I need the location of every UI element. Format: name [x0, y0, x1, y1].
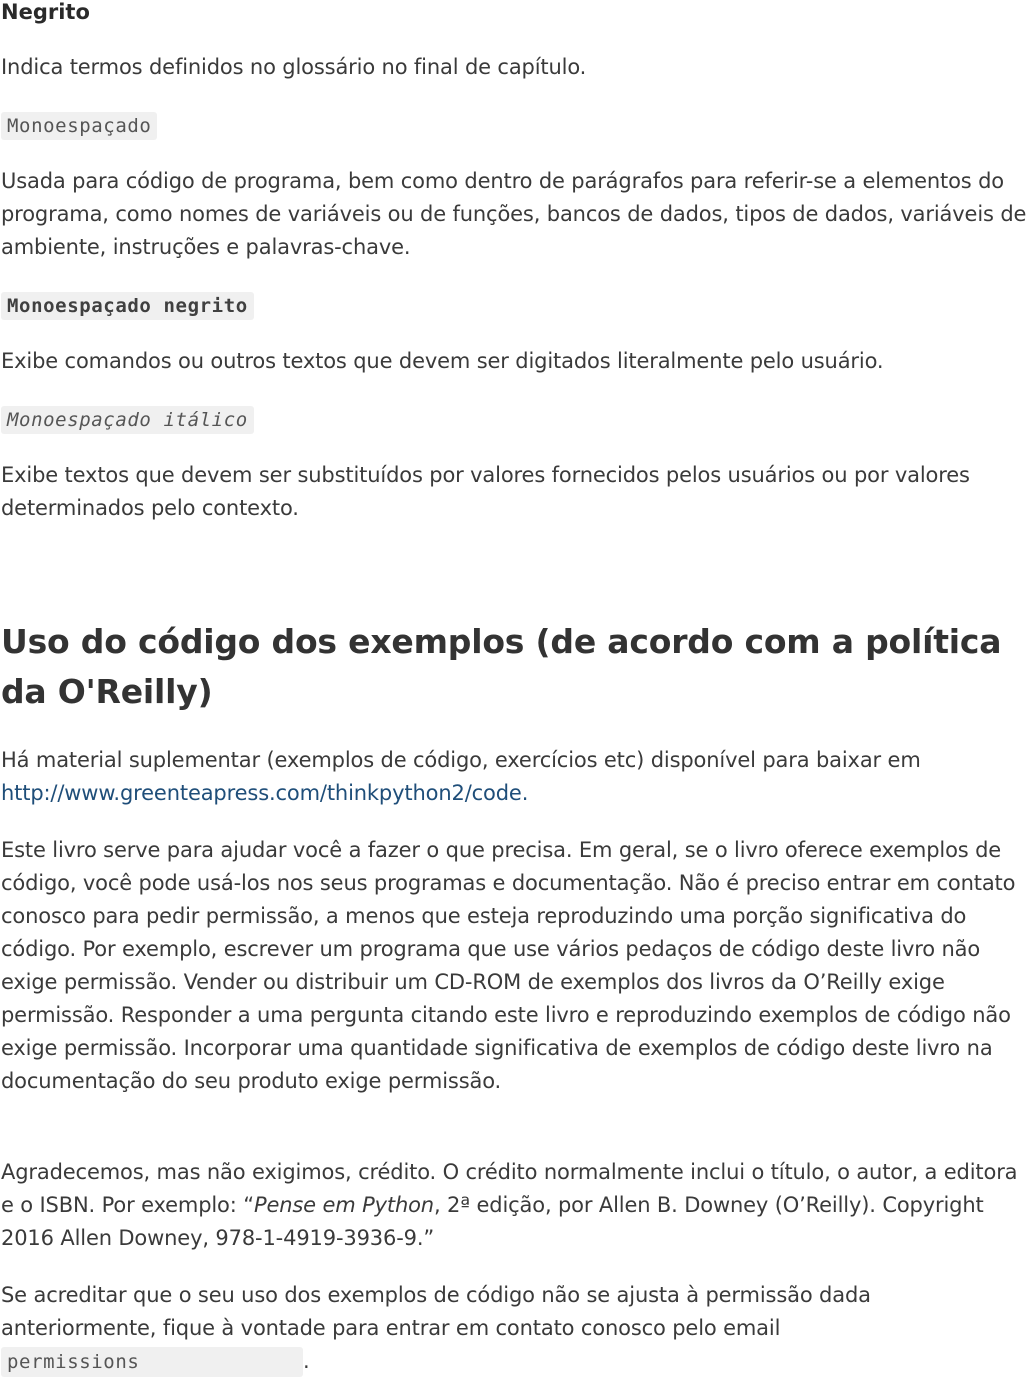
monospace-italic-term: Monoespaçado itálico	[1, 406, 254, 434]
monospace-italic-description: Exibe textos que devem ser substituídos por valores fornecidos pelos usuários ou por valores determinados pelo contexto.	[1, 463, 970, 520]
bold-term: Negrito	[1, 0, 90, 24]
contact-paragraph	[1, 1279, 1029, 1378]
contact-end: .	[303, 1349, 310, 1373]
monospace-bold-term: Monoespaçado negrito	[1, 292, 254, 320]
monospace-bold-description: Exibe comandos ou outros textos que devem ser digitados literalmente pelo usuário.	[1, 349, 884, 373]
link-period: .	[521, 781, 529, 805]
code-download-link[interactable]: http://www.greenteapress.com/thinkpython2/code	[1, 781, 522, 805]
contact-text: Se acreditar que o seu uso dos exemplos de código não se ajusta à permissão dada anteriormente, fique à vontade para entrar em contato conosco pelo email	[1, 1283, 871, 1340]
permissions-email-code: permissions	[1, 1347, 303, 1377]
credit-text-end: , 2ª edição, por Allen B. Downey (O’Reilly). Copyright 2016 Allen Downey, 978-1-4919-3936-9.”	[1, 1193, 984, 1250]
credit-text: Agradecemos, mas não exigimos, crédito. O crédito normalmente inclui o título, o autor, a editora e o ISBN. Por exemplo: “	[1, 1160, 1018, 1217]
section-heading: Uso do código dos exemplos (de acordo com a política da O'Reilly)	[1, 622, 1002, 711]
bold-description: Indica termos definidos no glossário no final de capítulo.	[1, 55, 587, 79]
supplementary-material-paragraph	[1, 744, 1029, 810]
permission-paragraph: Este livro serve para ajudar você a fazer o que precisa. Em geral, se o livro oferece exemplos de código, você pode usá-los nos seus programas e documentação. Não é preciso entrar em contato conosco para pedir permissão, a menos que esteja reproduzindo uma porção significativa do código. Por exemplo, escrever um programa que use vários pedaços de código deste livro não exige permissão. Vender ou distribuir um CD-ROM de exemplos dos livros da O’Reilly exige permissão. Responder a uma pergunta citando este livro e reproduzindo exemplos de código não exige permissão. Incorporar uma quantidade significativa de exemplos de código deste livro na documentação do seu produto exige permissão.	[1, 838, 1016, 1093]
credit-paragraph	[1, 1156, 1029, 1255]
monospace-term: Monoespaçado	[1, 112, 157, 140]
book-title: Pense em Python	[253, 1193, 434, 1217]
supplementary-text: Há material suplementar (exemplos de código, exercícios etc) disponível para baixar em	[1, 748, 921, 772]
monospace-description: Usada para código de programa, bem como dentro de parágrafos para referir-se a elementos do programa, como nomes de variáveis ou de funções, bancos de dados, tipos de dados, variáveis de ambiente, instruções e palavras-chave.	[1, 169, 1027, 259]
